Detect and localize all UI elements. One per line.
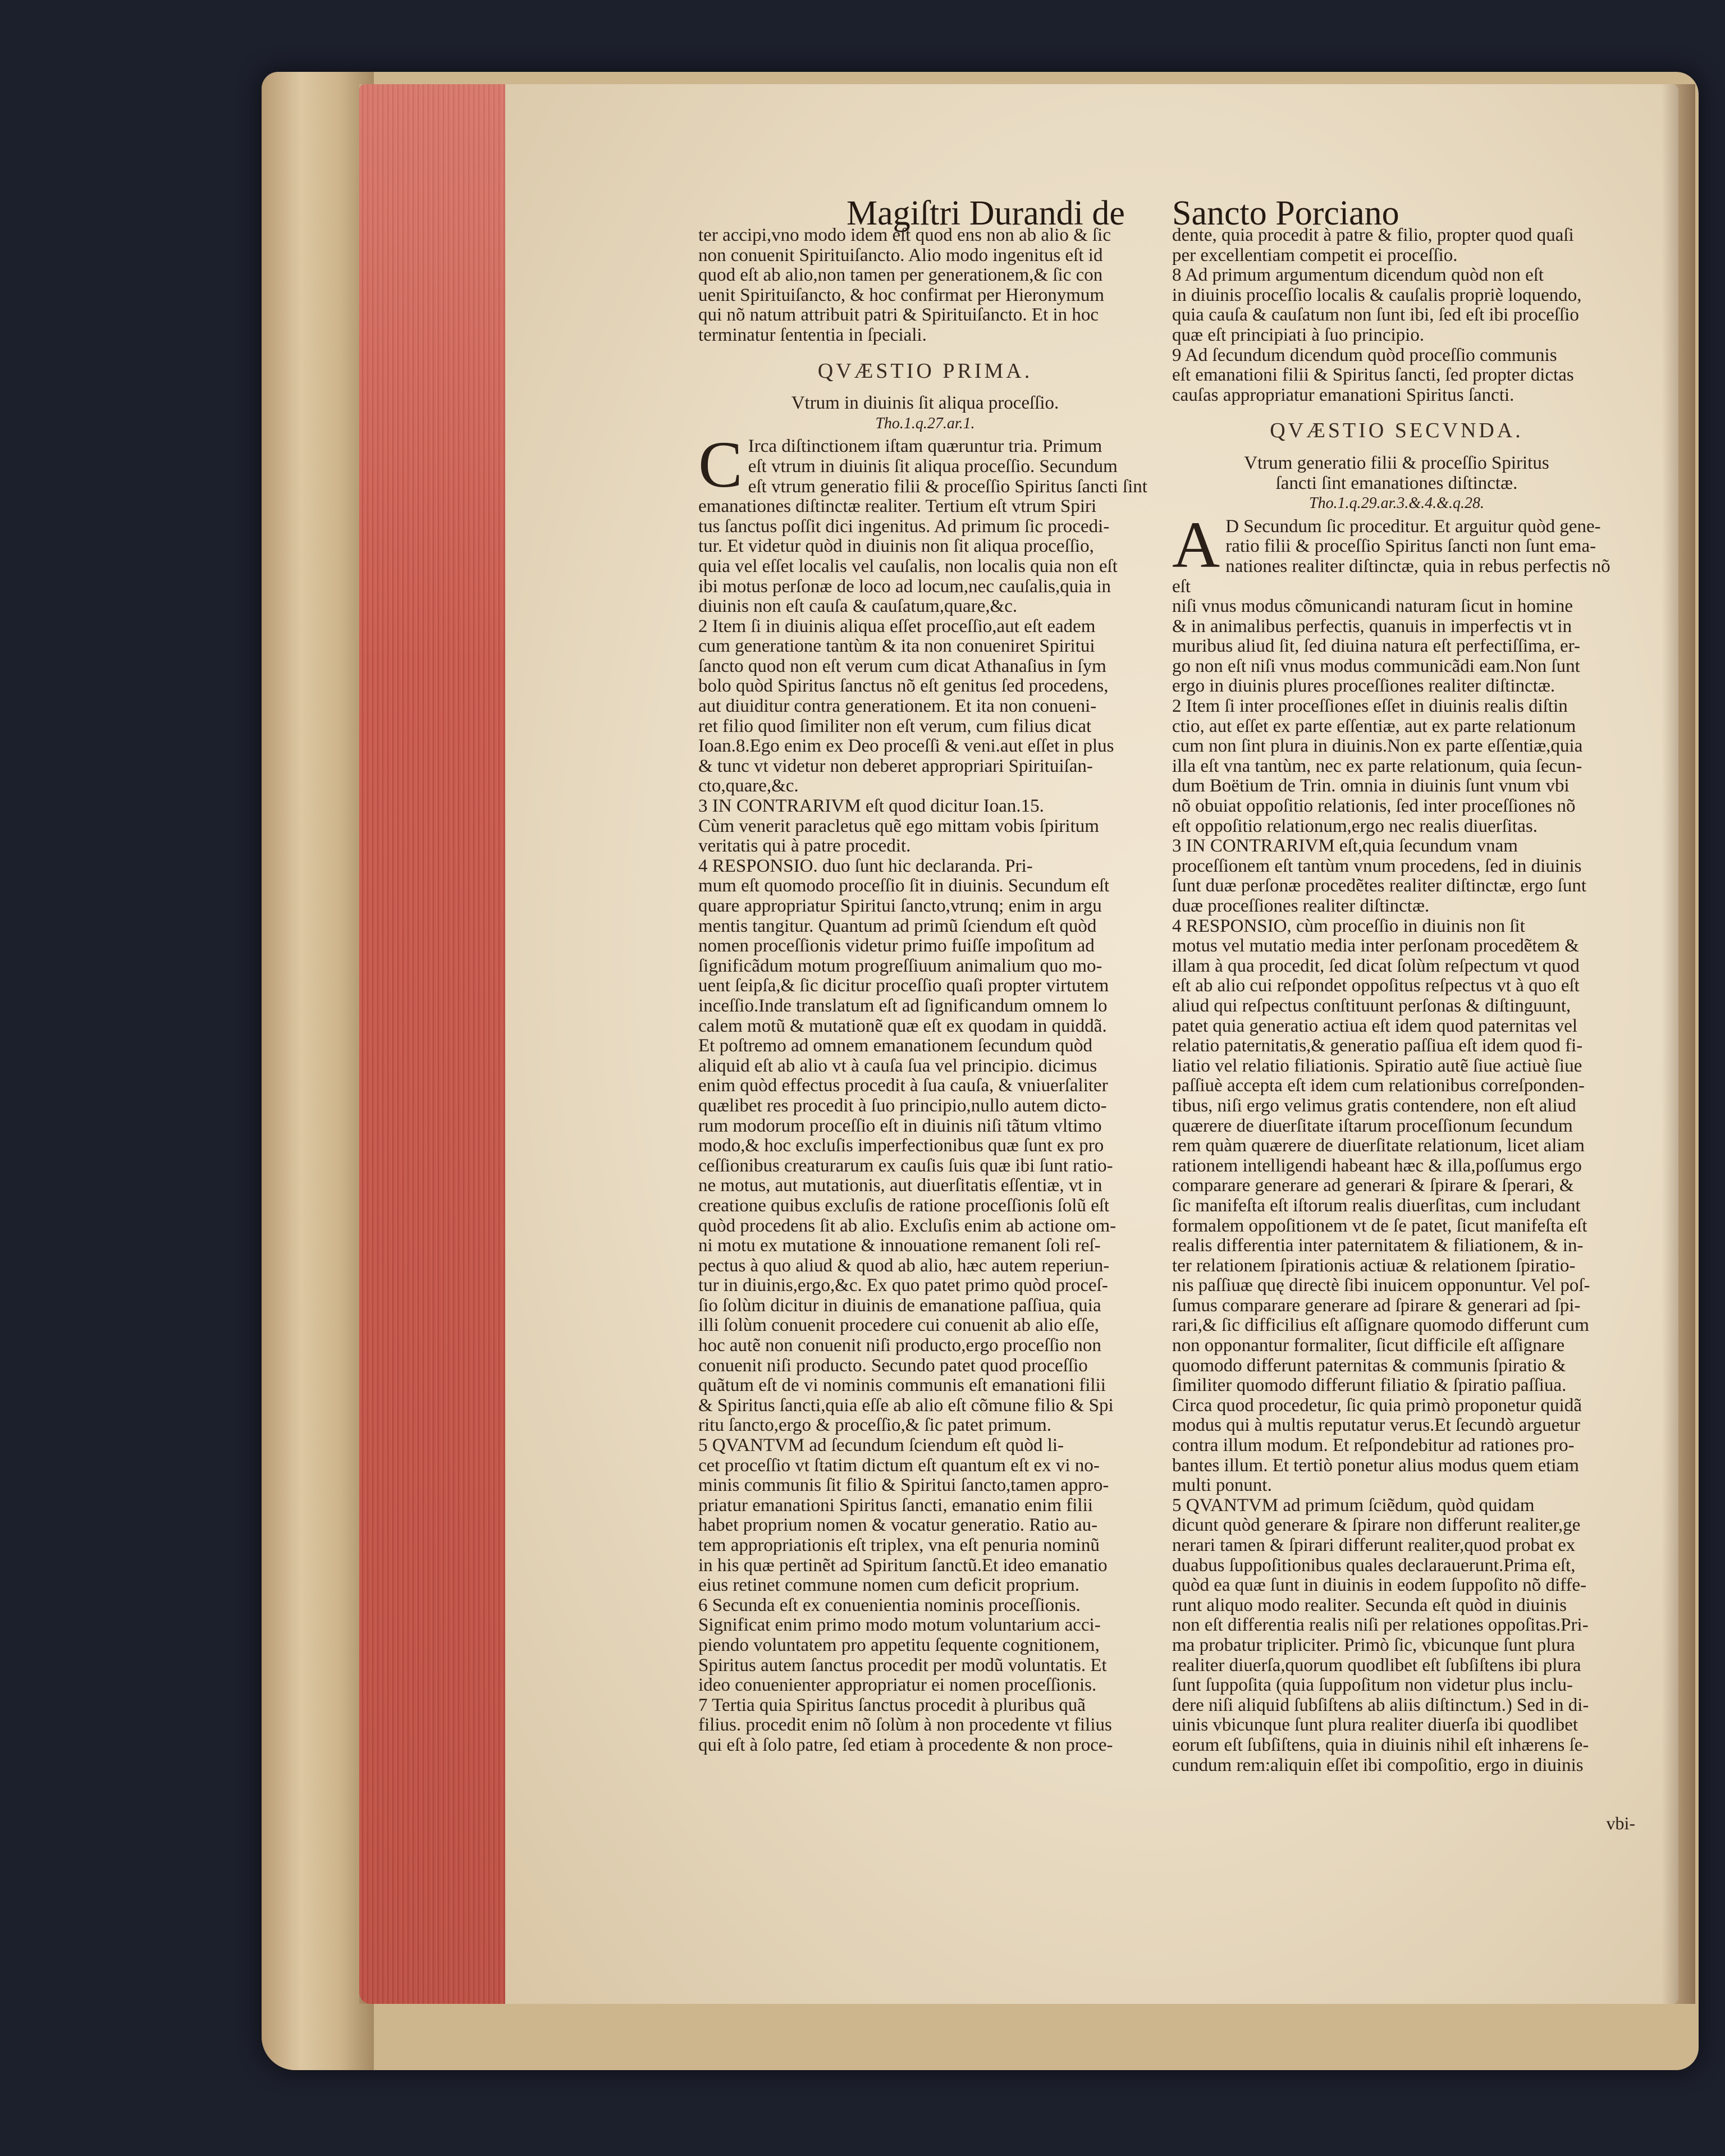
text-line: cundum rem:aliquin eſſet ibi compoſitio, ergo in diuinis <box>1172 1755 1584 1775</box>
text-line: aut diuiditur contra generationem. Et ita non conueni- <box>698 696 1097 717</box>
text-line: in his quæ pertinẽt ad Spiritum ſanctũ.Et ideo emanatio <box>698 1555 1108 1576</box>
text-line: cauſas appropriatur emanationi Spiritus ſancti. <box>1172 384 1514 405</box>
text-line: 2 Item ſi in diuinis aliqua eſſet proceſſio,aut eſt eadem <box>698 616 1096 637</box>
text-line: Spiritus autem ſanctus procedit per modũ voluntatis. Et <box>698 1655 1107 1676</box>
text-line: ter relationem ſpirationis actiuæ & relationem ſpiratio- <box>1172 1255 1576 1276</box>
text-line: ter accipi,vno modo idem eſt quod ens non ab alio & ſic <box>698 225 1111 245</box>
text-line: ſunt duæ perſonæ procedẽtes realiter diſtinctæ, ergo ſunt <box>1172 876 1587 896</box>
text-line: diuinis non eſt cauſa & cauſatum,quare,&c. <box>698 596 1018 617</box>
text-line: quærere de diuerſitate iſtarum proceſſionum ſecundum <box>1172 1115 1573 1136</box>
text-line: habet proprium nomen & vocatur generatio. Ratio au- <box>698 1515 1098 1536</box>
text-line: dere niſi aliquid ſubſiſtens ab aliis diſtinctum.) Sed in di- <box>1172 1695 1589 1715</box>
text-line: dum Boëtium de Trin. omnia in diuinis ſunt vnum vbi <box>1172 776 1570 797</box>
text-line: mentis tangitur. Quantum ad primũ ſciendum eſt quòd <box>698 916 1097 936</box>
text-line: priatur emanationi Spiritus ſancti, emanatio enim filii <box>698 1495 1093 1516</box>
text-line: D Secundum ſic proceditur. Et arguitur quòd gene- <box>1225 516 1601 537</box>
text-line: filius. procedit enim nõ ſolùm à non procedente vt filius <box>698 1715 1112 1736</box>
text-line: liatio vel relatio filiationis. Spiratio autẽ ſiue actiuè ſiue <box>1172 1055 1582 1076</box>
text-line: & Spiritus ſancti,quia eſſe ab alio eſt cõmune filio & Spi <box>698 1395 1114 1416</box>
text-line: Ioan.8.Ego enim ex Deo proceſſi & veni.aut eſſet in plus <box>698 736 1114 757</box>
catchword: vbi- <box>1606 1813 1635 1833</box>
text-line: eius retinet commune nomen cum deficit proprium. <box>698 1575 1080 1596</box>
text-line: ſic manifeſta eſt iſtorum realis diuerſitas, cum includant <box>1172 1195 1581 1216</box>
text-line: ſunt ſuppoſita (quia ſuppoſitum non videtur plus inclu- <box>1172 1675 1573 1696</box>
text-line: quæ eſt principiati à ſuo principio. <box>1172 324 1425 345</box>
text-line: quia cauſa & cauſatum non ſunt ibi, ſed eſt ibi proceſſio <box>1172 305 1579 326</box>
text-line: rum modorum proceſſio eſt in diuinis niſi tãtum vltimo <box>698 1115 1102 1136</box>
text-line: tur in diuinis,ergo,&c. Ex quo patet primo quòd proceſ- <box>698 1275 1108 1296</box>
text-line: bantes illum. Et tertiò ponetur alius modus quem etiam <box>1172 1455 1579 1476</box>
text-line: eſt vtrum in diuinis ſit aliqua proceſſio. Secundum <box>748 456 1118 477</box>
text-line: 3 IN CONTRARIVM eſt quod dicitur Ioan.15. <box>698 796 1044 817</box>
text-line: 6 Secunda eſt ex conuenientia nominis proceſſionis. <box>698 1595 1081 1615</box>
text-line: go non eſt niſi vnus modus communicãdi eam.Non ſunt <box>1172 656 1580 676</box>
text-line: illa eſt vna tantùm, nec ex parte relationum, quia ſecun- <box>1172 756 1582 776</box>
text-line: ſimiliter quomodo differunt filiatio & ſpiratio paſſiua. <box>1172 1375 1567 1396</box>
drop-cap-a: A <box>1172 507 1220 582</box>
text-line: ergo in diuinis plures proceſſiones realiter diſtinctæ. <box>1172 676 1555 697</box>
text-line: ctio, aut eſſet ex parte eſſentiæ, aut ex parte relationum <box>1172 716 1576 736</box>
text-line: ma probatur tripliciter. Primò ſic, vbicunque ſunt plura <box>1172 1635 1575 1655</box>
text-line: non eſt differentia realis niſi per relationes oppoſitas.Pri- <box>1172 1615 1589 1636</box>
right-opening-text <box>1172 226 1621 405</box>
text-line: bolo quòd Spiritus ſanctus nõ eſt genitus ſed procedens, <box>698 676 1109 697</box>
question-title-2: QVÆSTIO SECVNDA. <box>1270 419 1523 443</box>
text-line: comparare generare ad generari & ſpirare & ſperari, & <box>1172 1175 1574 1196</box>
text-line: quare appropriatur Spiritui ſancto,vtrunq; enim in argu <box>698 896 1102 916</box>
left-body-text <box>698 428 1152 1755</box>
text-line: pectus à quo aliud & quod ab alio, hæc autem reperiun- <box>698 1255 1110 1276</box>
text-line: eſt ab alio cui reſpondet oppoſitus reſpectus vt à quo eſt <box>1172 976 1580 996</box>
text-line: formalem oppoſitionem vt de ſe patet, ſicut manifeſta eſt <box>1172 1215 1587 1236</box>
text-line: 8 Ad primum argumentum dicendum quòd non eſt <box>1172 265 1544 286</box>
text-line: muribus aliud ſit, ſed diuina natura eſt perfectiſſima, er- <box>1172 636 1580 657</box>
text-line: quòd ea quæ ſunt in diuinis in eodem ſuppoſito nõ diffe- <box>1172 1575 1587 1596</box>
text-line: relatio paternitatis,& generatio paſſiua eſt idem quod fi- <box>1172 1036 1583 1056</box>
text-line: ni motu ex mutatione & innouatione remanent ſoli reſ- <box>698 1235 1101 1256</box>
text-line: enim quòd effectus procedit à ſua cauſa, & vniuerſaliter <box>698 1075 1108 1096</box>
text-line: per excellentiam competit ei proceſſio. <box>1172 245 1458 266</box>
text-line: in diuinis proceſſio localis & cauſalis propriè loquendo, <box>1172 285 1582 305</box>
text-line: tur. Et videtur quòd in diuinis non ſit aliqua proceſſio, <box>698 536 1094 557</box>
vellum-spine <box>262 72 374 2070</box>
text-line: niſi vnus modus cõmunicandi naturam ſicut in homine <box>1172 596 1573 617</box>
running-head-right: Sancto Porciano <box>1172 194 1399 232</box>
text-line: eſt vtrum generatio filii & proceſſio Spiritus ſancti ſint <box>748 476 1147 497</box>
text-line: ſio ſolùm dicitur in diuinis de emanatione paſſiua, quia <box>698 1295 1101 1316</box>
text-line: ne motus, aut mutationis, aut diuerſitatis eſſentiæ, vt in <box>698 1175 1102 1196</box>
text-line: dente, quia procedit à patre & filio, propter quod quaſi <box>1172 225 1574 245</box>
text-line: nis paſſiuæ quę directè ſibi inuicem opponuntur. Vel poſ- <box>1172 1275 1590 1296</box>
text-line: 3 IN CONTRARIVM eſt,quia ſecundum vnam <box>1172 836 1518 857</box>
text-line: uinis vbicunque ſunt plura realiter diuerſa ibi quodlibet <box>1172 1715 1578 1736</box>
text-line: Significat enim primo modo motum voluntarium acci- <box>698 1615 1101 1636</box>
text-line: terminatur ſententia in ſpeciali. <box>698 324 927 345</box>
question-subtitle-1: Vtrum in diuinis ſit aliqua proceſſio. <box>791 393 1059 414</box>
text-line: ritu ſancto,ergo & proceſſio,& ſic patet primum. <box>698 1415 1051 1436</box>
text-line: illi ſolùm conuenit procedere cui conuenit ab alio eſſe, <box>698 1315 1099 1336</box>
text-line: minis communis ſit filio & Spiritui ſancto,tamen appro- <box>698 1475 1109 1496</box>
text-line: cum non ſint plura in diuinis.Non ex parte eſſentiæ,quia <box>1172 736 1583 757</box>
text-line: nõ obuiat oppoſitio relationis, ſed inter proceſſiones nõ <box>1172 796 1576 817</box>
text-line: ratio filii & proceſſio Spiritus ſancti non ſunt ema- <box>1225 536 1596 557</box>
text-line: dicunt quòd generare & ſpirare non differunt realiter,ge <box>1172 1515 1581 1536</box>
text-line: tus ſanctus poſſit dici ingenitus. Ad primum ſic procedi- <box>698 516 1110 537</box>
question-subtitle-2a: Vtrum generatio filii & proceſſio Spiritus <box>1244 452 1549 473</box>
text-line: modus qui à multis reputatur verus.Et ſecundò arguetur <box>1172 1415 1581 1436</box>
text-line: contra illum modum. Et reſpondebitur ad rationes pro- <box>1172 1435 1575 1456</box>
text-line: conuenit niſi producto. Secundo patet quod proceſſio <box>698 1355 1088 1376</box>
text-line: rari,& ſic difficilius eſt aſſignare quomodo differunt cum <box>1172 1315 1589 1336</box>
text-line: ideo conuenienter appropriatur ei nomen proceſſionis. <box>698 1675 1097 1696</box>
text-line: cum generatione tantùm & ita non conueniret Spiritui <box>698 636 1095 657</box>
text-line: aliud qui reſpectus conſtituunt perſonas & diſtinguunt, <box>1172 995 1571 1016</box>
text-line: proceſſionem eſt tantùm vnum procedens, ſed in diuinis <box>1172 855 1582 876</box>
drop-cap-c: C <box>698 428 743 502</box>
text-line: calem motũ & mutationẽ quæ eſt ex quodam in quiddã. <box>698 1015 1107 1036</box>
text-line: paſſiuè accepta eſt idem cum relationibus correſponden- <box>1172 1075 1585 1096</box>
text-line: Cùm venerit paracletus quẽ ego mittam vobis ſpiritum <box>698 816 1099 836</box>
text-line: & in animalibus perfectis, quanuis in imperfectis vt in <box>1172 616 1572 637</box>
text-line: nationes realiter diſtinctæ, quia in rebus perfectis nõ eſt <box>1172 556 1610 597</box>
text-line: cto,quare,&c. <box>698 776 799 797</box>
text-line: rationem intelligendi habeant hæc & illa,poſſumus ergo <box>1172 1155 1582 1176</box>
text-line: quælibet res procedit à ſuo principio,nullo autem dicto- <box>698 1095 1107 1116</box>
text-line: modo,& hoc excluſis imperfectionibus quæ ſunt ex pro <box>698 1136 1104 1156</box>
left-opening-text <box>698 226 1152 346</box>
text-line: tibus, niſi ergo velimus gratis contendere, non eſt aliud <box>1172 1095 1576 1116</box>
text-line: ibi motus perſonæ de loco ad locum,nec cauſalis,quia in <box>698 576 1111 597</box>
text-line: rem quàm quærere de diuerſitate relationum, licet aliam <box>1172 1136 1585 1156</box>
gutter-shadow <box>1662 84 1695 2004</box>
question-ref-1: Tho.1.q.27.ar.1. <box>875 414 975 432</box>
text-line: mum eſt quomodo proceſſio ſit in diuinis. Secundum eſt <box>698 876 1110 896</box>
text-line: creatione quibus excluſis de ratione proceſſionis ſolũ eſt <box>698 1195 1110 1216</box>
text-line: 7 Tertia quia Spiritus ſanctus procedit à pluribus quã <box>698 1695 1086 1715</box>
text-line: veritatis qui à patre procedit. <box>698 836 911 857</box>
text-line: duæ proceſſiones realiter diſtinctæ. <box>1172 896 1430 916</box>
text-line: non conuenit Spirituiſancto. Alio modo ingenitus eſt id <box>698 245 1103 266</box>
right-body-text <box>1172 507 1621 1775</box>
text-line: 4 RESPONSIO, cùm proceſſio in diuinis non ſit <box>1172 916 1525 936</box>
text-line: eſt emanationi filii & Spiritus ſancti, ſed propter dictas <box>1172 365 1574 386</box>
text-line: emanationes diſtinctæ realiter. Tertium eſt vtrum Spiri <box>698 496 1097 517</box>
text-line: quia vel eſſet localis vel cauſalis, non localis quia non eſt <box>698 556 1118 576</box>
text-line: nomen proceſſionis videtur primo fuiſſe impoſitum ad <box>698 936 1095 956</box>
red-fore-edge <box>359 84 506 2004</box>
text-line: ſancto quod non eſt verum cum dicat Athanaſius in ſym <box>698 656 1106 676</box>
text-line: cet proceſſio vt ſtatim dictum eſt quantum eſt ex vi no- <box>698 1455 1100 1476</box>
question-ref-2: Tho.1.q.29.ar.3.&.4.&.q.28. <box>1309 495 1484 512</box>
text-line: qui nõ natum attribuit patri & Spirituiſancto. Et in hoc <box>698 305 1099 326</box>
text-line: aliquid eſt ab alio vt à cauſa ſua vel principio. dicimus <box>698 1055 1097 1076</box>
text-line: qui eſt à ſolo patre, ſed etiam à procedente & non proce- <box>698 1734 1113 1755</box>
text-line: Irca diſtinctionem iſtam quæruntur tria. Primum <box>748 436 1102 457</box>
text-line: hoc autẽ non conuenit niſi producto,ergo proceſſio non <box>698 1335 1101 1356</box>
text-line: eſt oppoſitio relationum,ergo nec realis diuerſitas. <box>1172 816 1538 836</box>
text-line: & tunc vt videtur non deberet appropriari Spirituiſan- <box>698 756 1093 776</box>
text-line: nerari tamen & ſpirari differunt realiter,quod probat ex <box>1172 1535 1576 1555</box>
text-line: multi ponunt. <box>1172 1475 1272 1496</box>
question-title-1: QVÆSTIO PRIMA. <box>817 359 1033 383</box>
text-line: realiter diuerſa,quorum quodlibet eſt ſubſiſtens ibi plura <box>1172 1655 1581 1676</box>
text-line: ret filio quod ſimiliter non eſt verum, cum filius dicat <box>698 716 1092 736</box>
text-line: uent ſeipſa,& ſic dicitur proceſſio quaſi propter virtutem <box>698 976 1109 996</box>
text-line: 2 Item ſi inter proceſſiones eſſet in diuinis realis diſtin <box>1172 696 1568 717</box>
running-head-left: Magiſtri Durandi de <box>847 194 1125 232</box>
text-line: 5 QVANTVM ad primum ſciẽdum, quòd quidam <box>1172 1495 1535 1516</box>
text-line: 5 QVANTVM ad ſecundum ſciendum eſt quòd li- <box>698 1435 1064 1456</box>
text-line: quãtum eſt de vi nominis communis eſt emanationi filii <box>698 1375 1106 1396</box>
text-line: duabus ſuppoſitionibus quales declarauerunt.Prima eſt, <box>1172 1555 1576 1576</box>
text-line: eorum eſt ſubſiſtens, quia in diuinis nihil eſt inhærens ſe- <box>1172 1734 1589 1755</box>
text-line: ſignificãdum motum progreſſiuum animalium quo mo- <box>698 955 1102 976</box>
text-line: quomodo differunt paternitas & communis ſpiratio & <box>1172 1355 1566 1376</box>
text-line: inceſſio.Inde translatum eſt ad ſignificandum omnem lo <box>698 995 1108 1016</box>
text-line: quod eſt ab alio,non tamen per generationem,& ſic con <box>698 265 1103 286</box>
right-column <box>1172 226 1621 1775</box>
text-line: ceſſionibus creaturarum ex cauſis ſuis quæ ibi ſunt ratio- <box>698 1155 1113 1176</box>
text-line: non opponantur formaliter, ſicut difficile eſt aſſignare <box>1172 1335 1565 1356</box>
text-line: motus vel mutatio media inter perſonam procedẽtem & <box>1172 936 1579 956</box>
text-line: realis differentia inter paternitatem & filiationem, & in- <box>1172 1235 1584 1256</box>
text-line: Et poſtremo ad omnem emanationem ſecundum quòd <box>698 1036 1092 1056</box>
question-subtitle-2b: ſancti ſint emanationes diſtinctæ. <box>1275 473 1518 493</box>
text-line: ſumus comparare generare ad ſpirare & generari ad ſpi- <box>1172 1295 1581 1316</box>
text-line: Circa quod procedetur, ſic quia primò proponetur quidã <box>1172 1395 1582 1416</box>
text-line: 4 RESPONSIO. duo ſunt hic declaranda. Pri- <box>698 855 1033 876</box>
text-line: patet quia generatio actiua eſt idem quod paternitas vel <box>1172 1015 1578 1036</box>
text-line: 9 Ad ſecundum dicendum quòd proceſſio communis <box>1172 345 1557 365</box>
left-column <box>698 226 1152 1756</box>
text-line: illam à qua procedit, ſed dicat ſolùm reſpectum vt quod <box>1172 955 1580 976</box>
text-line: tem appropriationis eſt triplex, vna eſt penuria nominũ <box>698 1535 1100 1555</box>
text-line: quòd procedens ſit ab alio. Excluſis enim ab actione om- <box>698 1215 1117 1236</box>
text-line: piendo voluntatem pro appetitu ſequente cognitionem, <box>698 1635 1100 1655</box>
text-line: uenit Spirituiſancto, & hoc confirmat per Hieronymum <box>698 285 1105 305</box>
text-line: runt aliquo modo realiter. Secunda eſt quòd in diuinis <box>1172 1595 1567 1615</box>
